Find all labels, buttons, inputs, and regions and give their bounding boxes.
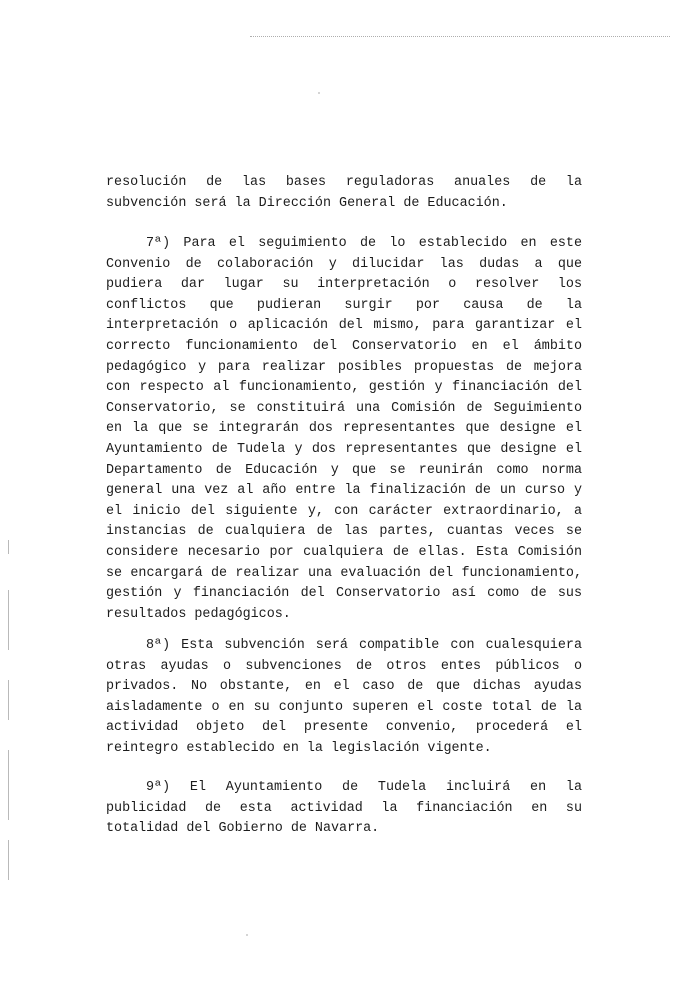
paragraph-clause-7: 7ª) Para el seguimiento de lo establecido en este Convenio de colaboración y dilucidar las dudas a que pudiera dar lugar su interpretación o resolver los conflictos que pudieran surgir por causa de la interpretación o aplicación del mismo, para garantizar el correcto funcionamiento del Conservatorio en el ámbito pedagógico y para realizar posibles propuestas de mejora con respecto al funcionamiento, gestión y financiación del Conservatorio, se constituirá una Comisión de Seguimiento en la que se integrarán dos representantes que designe el Ayuntamiento de Tudela y dos representantes que designe el Departamento de Educación y que se reunirán como norma general una vez al año entre la finalización de un curso y el inicio del siguiente y, con carácter extraordinario, a instancias de cualquiera de las partes, cuantas veces se considere necesario por cualquiera de ellas. Esta Comisión se encargará de realizar una evaluación del funcionamiento, gestión y financiación del Conservatorio así como de sus resultados pedagógicos. (106, 236, 582, 622)
header-scan-dots (250, 36, 670, 43)
paragraph-clause-8: 8ª) Esta subvención será compatible con cualesquiera otras ayudas o subvenciones de otros entes públicos o privados. No obstante, en el caso de que dichas ayudas aisladamente o en su conjunto superen el coste total de la actividad objeto del presente convenio, procederá el reintegro establecido en la legislación vigente. (106, 638, 582, 756)
scan-margin-marks (6, 540, 12, 900)
paragraph-continuation: resolución de las bases reguladoras anuales de la subvención será la Dirección General de Educación. (106, 175, 582, 211)
paragraph-clause-9: 9ª) El Ayuntamiento de Tudela incluirá en la publicidad de esta actividad la financiación en su totalidad del Gobierno de Navarra. (106, 780, 582, 837)
scan-speck (246, 934, 248, 936)
scan-speck (318, 92, 320, 94)
